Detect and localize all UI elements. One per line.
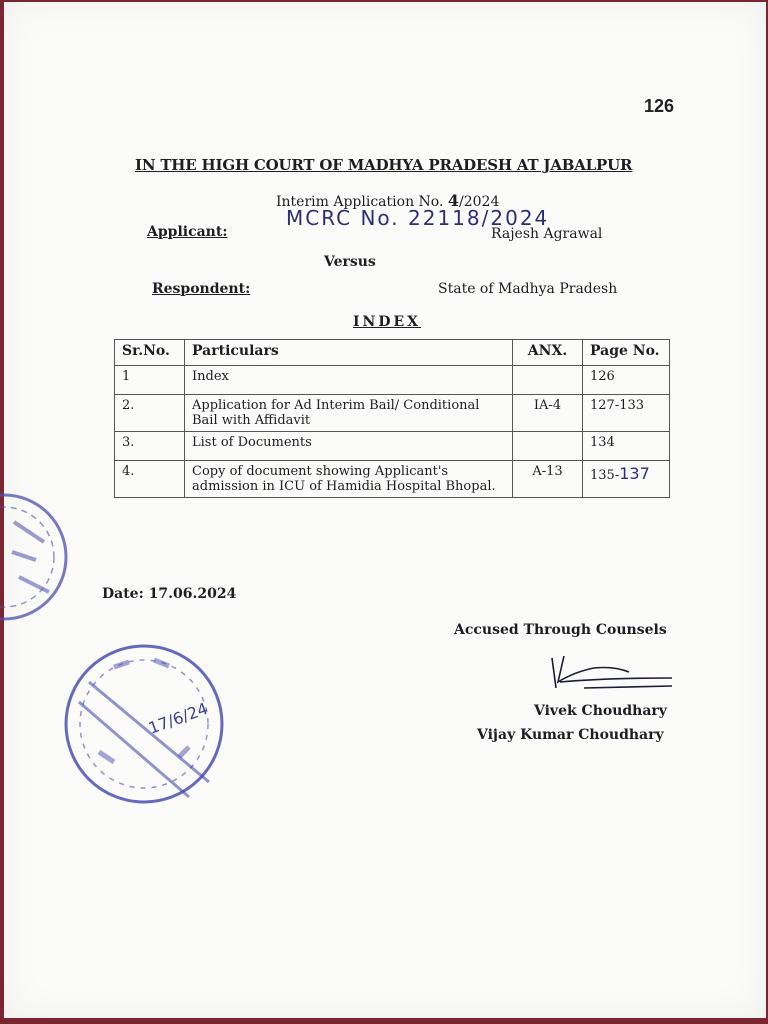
partial-stamp-left [0, 482, 74, 632]
table-row [115, 395, 670, 432]
row-annexure [513, 432, 583, 461]
ia-number: 4 [447, 191, 460, 210]
table-row [115, 432, 670, 461]
applicant-label: Applicant: [147, 224, 228, 240]
index-table [114, 339, 670, 498]
row-page-no: 134 [583, 432, 670, 461]
accused-through-counsels: Accused Through Counsels [454, 622, 667, 638]
row-particulars: List of Documents [185, 432, 513, 461]
row-sr-no: 3. [115, 432, 185, 461]
court-stamp [59, 642, 234, 812]
row-annexure [513, 366, 583, 395]
row-page-no-handwritten: 137 [619, 464, 650, 483]
row-page-no-printed: 135- [590, 468, 620, 483]
row-annexure: A-13 [513, 461, 583, 498]
row-particulars: Index [185, 366, 513, 395]
row-sr-no: 2. [115, 395, 185, 432]
applicant-name: Rajesh Agrawal [491, 226, 603, 242]
column-header-page-no: Page No. [583, 340, 670, 366]
respondent-name: State of Madhya Pradesh [438, 281, 618, 297]
respondent-label: Respondent: [152, 281, 251, 297]
counsel-name-2: Vijay Kumar Choudhary [477, 727, 664, 743]
handwritten-case-number: MCRC No. 22118/2024 [286, 206, 550, 230]
row-annexure: IA-4 [513, 395, 583, 432]
index-heading: INDEX [353, 314, 422, 330]
counsel-name-1: Vivek Choudhary [534, 703, 667, 719]
table-header-row [115, 340, 670, 366]
row-sr-no: 4. [115, 461, 185, 498]
row-page-no [583, 461, 670, 498]
court-title: IN THE HIGH COURT OF MADHYA PRADESH AT JABALPUR [135, 156, 633, 174]
stamp-date-handwriting: 17/6/24 [145, 698, 211, 738]
versus-label: Versus [324, 254, 376, 270]
row-page-no: 126 [583, 366, 670, 395]
column-header-sr-no: Sr.No. [115, 340, 185, 366]
column-header-annexure: ANX. [513, 340, 583, 366]
row-page-no: 127-133 [583, 395, 670, 432]
date-line: Date: 17.06.2024 [102, 586, 237, 602]
row-particulars: Application for Ad Interim Bail/ Conditional Bail with Affidavit [185, 395, 513, 432]
column-header-particulars: Particulars [185, 340, 513, 366]
ia-suffix: /2024 [459, 194, 500, 210]
row-sr-no: 1 [115, 366, 185, 395]
page-number: 126 [644, 96, 675, 116]
table-row [115, 461, 670, 498]
ia-prefix: Interim Application No. [276, 194, 448, 210]
row-particulars: Copy of document showing Applicant's admission in ICU of Hamidia Hospital Bhopal. [185, 461, 513, 498]
counsel-signature [544, 652, 679, 697]
table-row [115, 366, 670, 395]
document-page [4, 2, 766, 1018]
